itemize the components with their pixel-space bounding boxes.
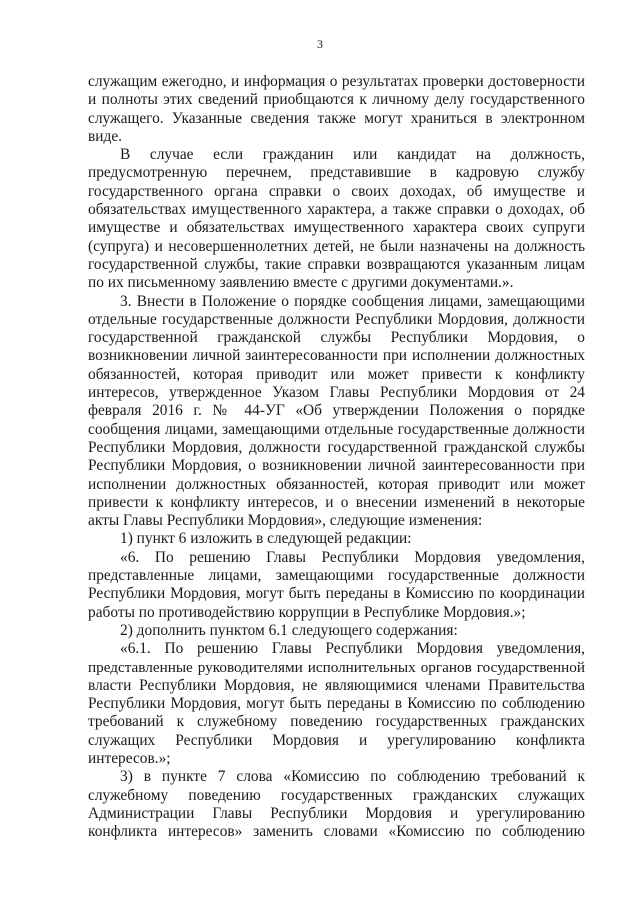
text-line: служебному поведению государственных гражданских служащих <box>88 786 585 804</box>
text-line: Администрации Главы Республики Мордовия и урегулированию <box>88 804 585 822</box>
text-line: интересов.»; <box>88 749 171 767</box>
text-line: исполнении должностных обязанностей, которая приводит или может <box>88 475 585 493</box>
text-line: конфликта интересов» заменить словами «Комиссию по соблюдению <box>88 823 585 841</box>
text-line: отдельные государственные должности Республики Мордовия, должности <box>88 310 585 328</box>
text-line: возникновении личной заинтересованности при исполнении должностных <box>88 347 585 365</box>
text-line: виде. <box>88 127 123 145</box>
text-line: 2) дополнить пунктом 6.1 следующего содержания: <box>120 621 458 639</box>
text-line: Республики Мордовия, о возникновении личной заинтересованности при <box>88 457 585 475</box>
text-line: по их письменному заявлению вместе с другими документами.». <box>88 274 514 292</box>
text-line: сообщения лицами, замещающими отдельные государственные должности <box>88 420 585 438</box>
text-line: Республики Мордовия, должности государственной гражданской службы <box>88 438 585 456</box>
text-line: февраля 2016 г. № 44-УГ «Об утверждении Положения о порядке <box>88 402 585 420</box>
text-line: «6. По решению Главы Республики Мордовия уведомления, <box>120 548 585 566</box>
text-line: служащим ежегодно, и информация о результатах проверки достоверности <box>88 73 585 90</box>
text-line: предусмотренную перечнем, представившие в кадровую службу <box>88 164 585 182</box>
text-line: требований к служебному поведению государственных гражданских <box>88 713 585 731</box>
text-line: власти Республики Мордовия, не являющимися членами Правительства <box>88 676 585 694</box>
text-line: (супруга) и несовершеннолетних детей, не были назначены на должность <box>88 237 585 255</box>
text-line: Республики Мордовия, могут быть переданы в Комиссию по соблюдению <box>88 695 585 713</box>
text-line: 3) в пункте 7 слова «Комиссию по соблюдению требований к <box>120 768 585 786</box>
text-line: обязанностей, которая приводит или может привести к конфликту <box>88 365 585 383</box>
document-body <box>88 73 585 841</box>
text-line: акты Главы Республики Мордовия», следующие изменения: <box>88 512 483 530</box>
text-line: В случае если гражданин или кандидат на должность, <box>120 146 585 164</box>
text-line: обязательствах имущественного характера, а также справки о доходах, об <box>88 201 585 219</box>
text-line: работы по противодействию коррупции в Республике Мордовия.»; <box>88 603 526 621</box>
text-line: служащего. Указанные сведения также могут храниться в электронном <box>88 109 585 127</box>
text-line: государственной гражданской службы Республики Мордовия, о <box>88 329 585 347</box>
text-line: Республики Мордовия, могут быть переданы в Комиссию по координации <box>88 585 585 603</box>
text-line: представленные лицами, замещающими государственные должности <box>88 567 585 585</box>
text-line: и полноты этих сведений приобщаются к личному делу государственного <box>88 91 585 109</box>
text-line: государственного органа справки о своих доходах, об имуществе и <box>88 182 585 200</box>
text-line: привести к конфликту интересов, и о внесении изменений в некоторые <box>88 493 585 511</box>
text-line: государственной службы, такие справки возвращаются указанным лицам <box>88 255 585 273</box>
text-line: интересов, утвержденное Указом Главы Республики Мордовия от 24 <box>88 384 585 402</box>
text-line: представленные руководителями исполнительных органов государственной <box>88 658 585 676</box>
text-line: «6.1. По решению Главы Республики Мордовия уведомления, <box>120 640 585 658</box>
text-line: служащих Республики Мордовия и урегулированию конфликта <box>88 731 585 749</box>
text-line: 1) пункт 6 изложить в следующей редакции: <box>120 530 412 548</box>
page-number: 3 <box>317 37 323 51</box>
text-line: 3. Внести в Положение о порядке сообщения лицами, замещающими <box>120 292 585 310</box>
text-line: имуществе и обязательствах имущественного характера своих супруги <box>88 219 585 237</box>
